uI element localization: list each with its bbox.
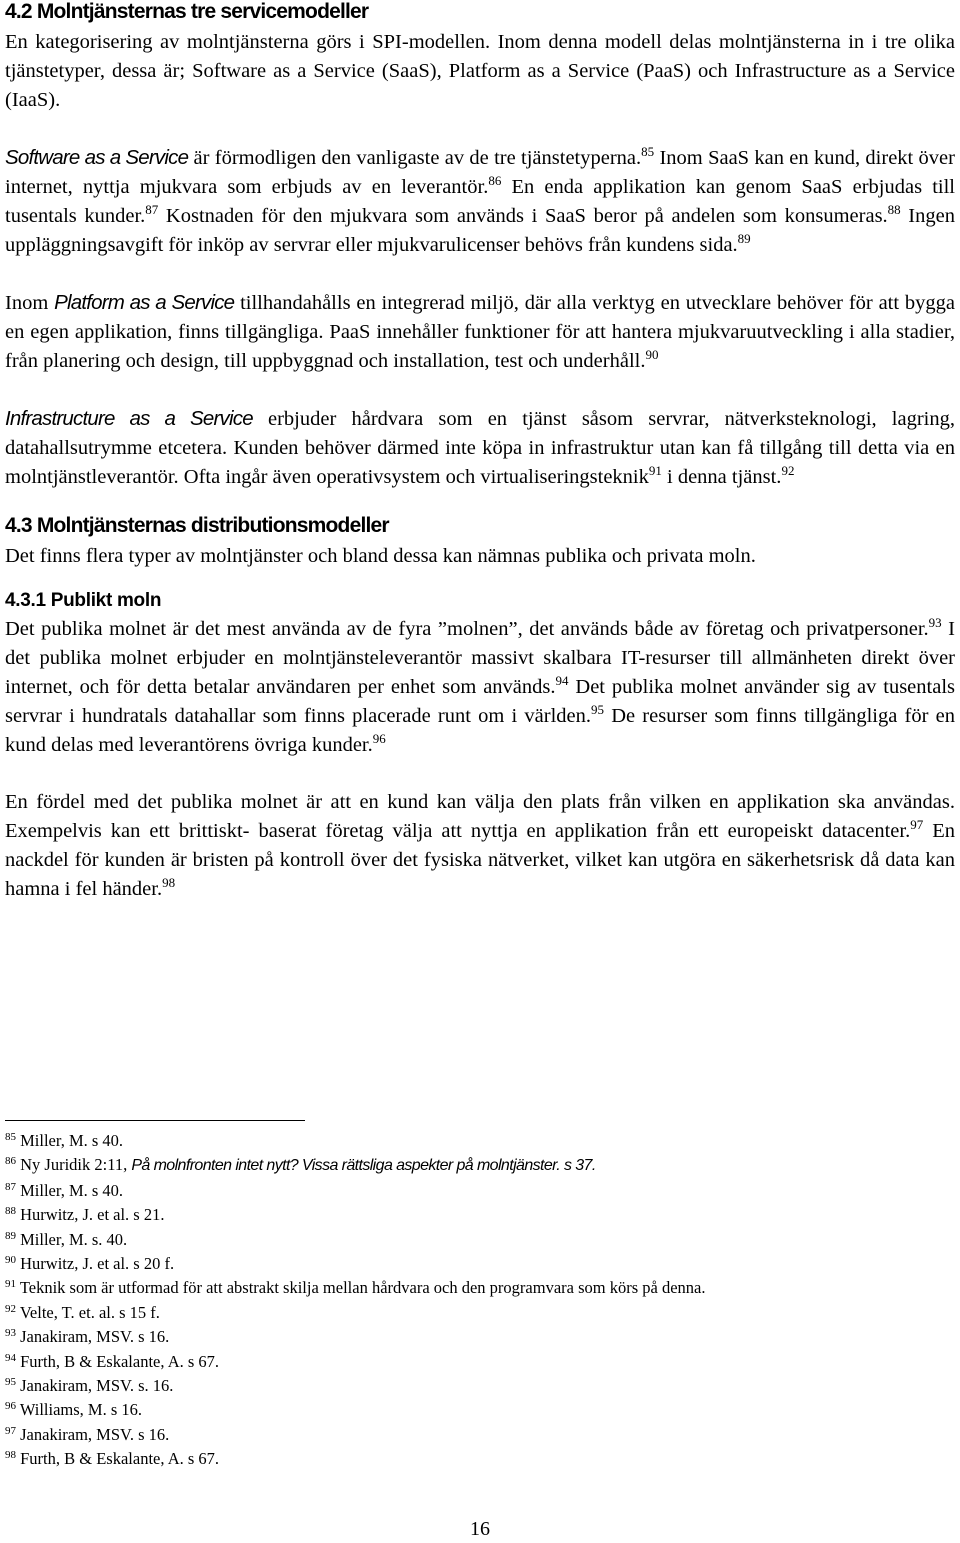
footnote-number: 93 — [5, 1327, 16, 1340]
footnote-ref: 94 — [555, 673, 569, 688]
footnote-item — [5, 1398, 955, 1422]
footnote-ref: 87 — [145, 202, 159, 217]
footnote-ref: 97 — [910, 817, 924, 832]
document-page — [5, 0, 955, 904]
term-iaas: Infrastructure as a Service — [5, 407, 253, 430]
footnote-ref: 95 — [591, 702, 604, 717]
footnote-item — [5, 1423, 955, 1447]
paragraph-paas: Inom Platform as a Service tillhandahålls en integrerad miljö, där alla verktyg en utvecklare behöver för att bygga en egen applikation, finns tillgängliga. PaaS innehåller funktioner för att hantera mjukvaruutveckling i alla stadier, från planering och design, till uppbyggnad och installation, test och underhåll.$^{90}$ — [5, 291, 955, 372]
footnote-title: På molnfronten intet nytt? Vissa rättsliga aspekter på molntjänster. s 37. — [131, 1157, 596, 1175]
paragraph-distribution-intro: Det finns flera typer av molntjänster och bland dessa kan nämnas publika och privata moln. — [5, 545, 756, 567]
footnote-text: Janakiram, MSV. s. 16. — [20, 1376, 174, 1396]
footnote-text: Miller, M. s 40. — [20, 1131, 124, 1150]
term-saas: Software as a Service — [5, 146, 189, 169]
footnote-text: Furth, B & Eskalante, A. s 67. — [20, 1351, 220, 1371]
footnote-ref: 86 — [488, 173, 502, 188]
footnote-number: 92 — [5, 1302, 16, 1315]
footnote-ref: 85 — [641, 144, 655, 159]
footnote-item — [5, 1179, 955, 1203]
footnote-number: 87 — [5, 1180, 16, 1193]
footnote-separator — [5, 1120, 305, 1121]
footnote-item — [5, 1350, 955, 1374]
paragraph-public-cloud-2: En fördel med det publika molnet är att en kund kan välja den plats från vilken en applikation ska användas. Exempelvis kan ett brittiskt- baserat företag välja att nyttja en applikation från ett europeiskt datacenter.$^{97}$ En nackdel för kunden är bristen på kontroll över det fysiska nätverket, vilket kan utgöra en säkerhetsrisk då data kan hamna i fel händer.$^{98}$ — [5, 791, 955, 900]
footnote-number: 96 — [5, 1400, 16, 1413]
footnote-number: 90 — [5, 1254, 16, 1267]
footnote-number: 88 — [5, 1205, 16, 1218]
footnote-number: 94 — [5, 1351, 16, 1364]
page-number: 16 — [470, 1518, 490, 1540]
footnote-number: 98 — [5, 1449, 16, 1462]
footnote-text: Hurwitz, J. et al. s 21. — [20, 1205, 165, 1225]
footnote-item — [5, 1203, 955, 1227]
paragraph-spi-intro: En kategorisering av molntjänsterna görs i SPI-modellen. Inom denna modell delas molntjänsterna in i tre olika tjänstetyper, dessa är; Software as a Service (SaaS), Platform as a Service (PaaS) och Infrastructure as a Service (IaaS). — [5, 31, 955, 111]
footnote-ref: 92 — [781, 463, 795, 478]
footnote-text: Williams, M. s 16. — [19, 1400, 142, 1420]
footnote-ref: 91 — [648, 463, 662, 478]
paragraph-iaas: Infrastructure as a Service erbjuder hårdvara som en tjänst såsom servrar, nätverksteknologi, lagring, datahallsutrymme etcetera. Kunden behöver därmed inte köpa in infrastruktur utan kan få tillgång till detta via en molntjänstleverantör. Ofta ingår även operativsystem och virtualiseringsteknik$^{91}$ i denna tjänst.$^{92}$ — [5, 407, 956, 488]
footnote-text: Miller, M. s 40. — [20, 1180, 124, 1200]
footnote-item — [5, 1301, 955, 1325]
footnote-item — [5, 1129, 955, 1153]
term-paas: Platform as a Service — [54, 291, 235, 314]
footnote-text: Velte, T. et. al. s 15 f. — [19, 1302, 160, 1322]
paragraph-public-cloud-1: Det publika molnet är det mest använda av de fyra ”molnen”, det används både av företag och privatpersoner.$^{93}$ I det publika molnet erbjuder en molntjänsteleverantör massivt skalbara IT-resurser till allmänheten direkt över internet, och för detta betalar användaren per enhet som används.$^{94}$ Det publika molnet använder sig av tusentals servrar i hundratals datahallar som finns placerade runt om i världen.$^{95}$ De resurser som finns tillgängliga för en kund delas med leverantörens övriga kunder.$^{96}$ — [5, 615, 956, 756]
footnote-text: Teknik som är utformad för att abstrakt skilja mellan hårdvara och den programvara som körs på denna. — [19, 1278, 706, 1298]
footnote-item — [5, 1325, 955, 1349]
footnote-number: 85 — [5, 1131, 16, 1143]
paragraph-saas: Software as a Service är förmodligen den vanligaste av de tre tjänstetyperna.$^{85}$ Inom SaaS kan en kund, direkt över internet, nyttja mjukvara som erbjuds av en leverantör.$^{86}$ En enda applikation kan genom SaaS erbjudas till tusentals kunder.$^{87}$ Kostnaden för den mjukvara som används i SaaS beror på andelen som konsumeras.$^{88}$ Ingen uppläggningsavgift för inköp av servrar eller mjukvarulicenser behövs från kundens sida.$^{89}$ — [5, 144, 955, 256]
footnote-text: Ny Juridik 2:11, — [20, 1155, 132, 1175]
footnote-ref: 98 — [162, 875, 176, 890]
footnote-list — [5, 1129, 955, 1472]
footnote-ref: 93 — [928, 615, 942, 630]
section-heading-4-3: 4.3 Molntjänsternas distributionsmodeller — [5, 514, 389, 537]
footnote-text: Janakiram, MSV. s 16. — [20, 1424, 170, 1444]
footnote-item — [5, 1374, 955, 1398]
section-heading-4-3-1: 4.3.1 Publikt moln — [5, 590, 162, 611]
footnote-text: Janakiram, MSV. s 16. — [20, 1327, 170, 1347]
footnote-ref: 90 — [645, 347, 659, 362]
footnote-number: 89 — [5, 1229, 16, 1242]
footnote-ref: 89 — [737, 231, 751, 246]
footnote-item — [5, 1252, 955, 1276]
footnote-text: Miller, M. s. 40. — [20, 1229, 128, 1249]
footnote-item — [5, 1447, 955, 1471]
footnote-item — [5, 1276, 955, 1300]
footnote-text: Hurwitz, J. et al. s 20 f. — [20, 1254, 175, 1274]
footnote-item — [5, 1228, 955, 1252]
footnotes-section — [5, 1120, 955, 1472]
footnote-text: Furth, B & Eskalante, A. s 67. — [20, 1449, 220, 1469]
footnote-ref: 88 — [887, 202, 901, 217]
footnote-number: 91 — [5, 1278, 16, 1291]
footnote-item — [5, 1153, 955, 1178]
footnote-ref: 96 — [372, 731, 386, 746]
footnote-number: 97 — [5, 1424, 16, 1437]
footnote-number: 86 — [5, 1155, 16, 1168]
section-heading-4-2: 4.2 Molntjänsternas tre servicemodeller — [5, 0, 369, 23]
footnote-number: 95 — [5, 1376, 16, 1389]
